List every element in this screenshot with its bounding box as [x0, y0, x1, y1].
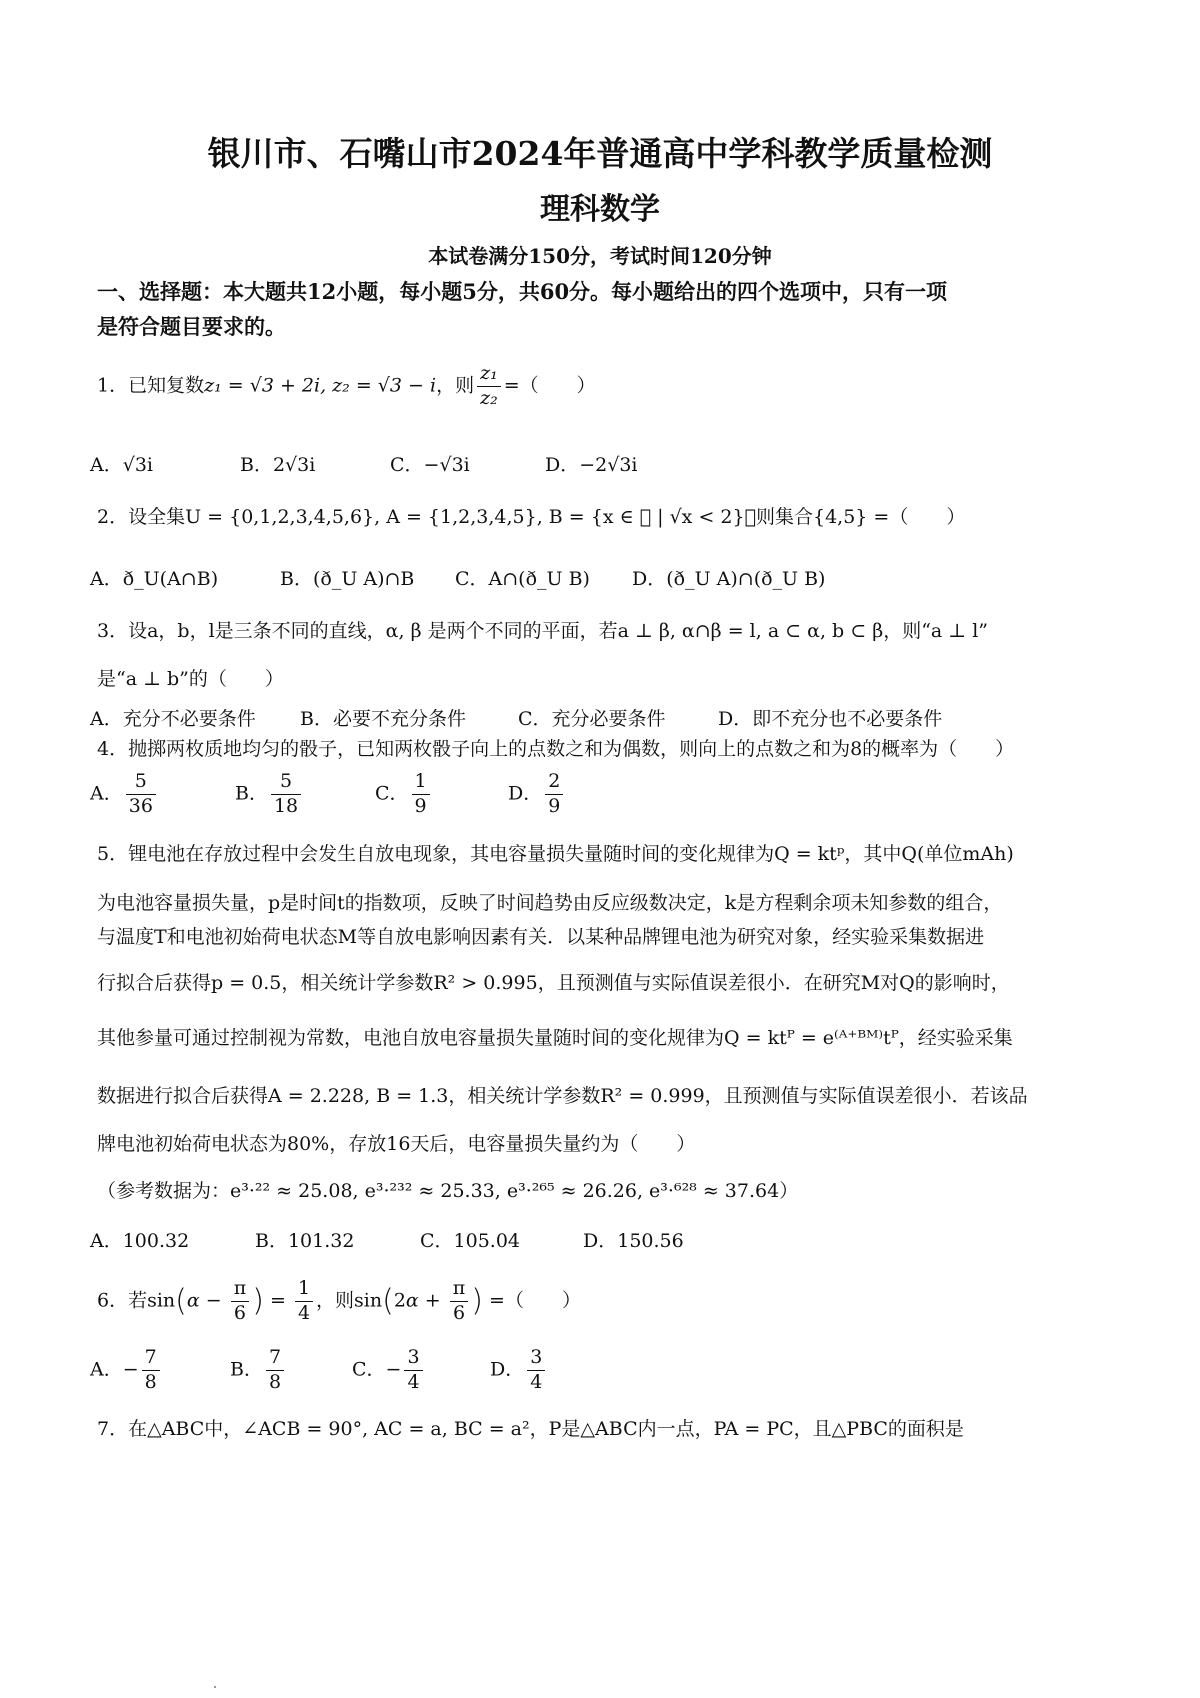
q6-option-b-fraction [266, 1346, 284, 1395]
section-heading-line2: 是符合题目要求的。 [97, 314, 286, 339]
q6-paren-close-1: ) [252, 1283, 264, 1319]
q1-frac-den: z₂ [480, 386, 498, 409]
question-3-line2: 是“a ⊥ b”的（ ） [97, 668, 284, 690]
question-5-line3: 与温度T和电池初始荷电状态M等自放电影响因素有关．以某种品牌锂电池为研究对象，经实验采集数据进 [97, 926, 985, 948]
q1-mid: ，则 [436, 374, 475, 397]
q1-expression: z₁ = √3 + 2i, z₂ = √3 − i [204, 374, 437, 397]
q6-d-num: 3 [527, 1346, 545, 1371]
q4-option-a [90, 770, 159, 819]
q4-option-b-label: B． [235, 782, 268, 805]
q6-frac-1-den: 6 [233, 1301, 247, 1324]
q2-option-b: B．(ð_U A)∩B [280, 568, 415, 590]
q4-option-d-label: D． [508, 782, 543, 805]
q1-frac-num: z₁ [477, 362, 501, 387]
q6-frac-2 [295, 1277, 313, 1326]
question-4: 4．抛掷两枚质地均匀的骰子，已知两枚骰子向上的点数之和为偶数，则向上的点数之和为8的概率为（ ） [97, 738, 1015, 760]
q6-paren-open-2: ( [382, 1283, 394, 1319]
q5-option-a: A．100.32 [90, 1230, 190, 1252]
exam-note: 本试卷满分150分，考试时间120分钟 [428, 244, 772, 268]
q3-option-c: C．充分必要条件 [518, 708, 666, 730]
q6-frac-2-num: 1 [295, 1277, 313, 1302]
q6-a-den: 8 [144, 1370, 157, 1393]
q6-option-d-label: D． [490, 1358, 525, 1381]
q6-option-a-fraction [142, 1346, 160, 1395]
q6-tail: =（ ） [489, 1289, 581, 1312]
q6-b-num: 7 [266, 1346, 284, 1371]
q6-frac-2-den: 4 [297, 1301, 311, 1324]
q6-option-d [490, 1346, 548, 1395]
q6-frac-3-num: π [450, 1277, 469, 1302]
q6-option-b [230, 1346, 287, 1395]
q3-option-d: D．即不充分也不必要条件 [718, 708, 943, 730]
q1-tail: =（ ） [503, 374, 596, 397]
q6-option-c-label: C．− [352, 1358, 402, 1381]
q4-option-b-fraction [271, 770, 301, 819]
q6-frac-1 [231, 1277, 250, 1326]
q6-option-d-fraction [527, 1346, 545, 1395]
q6-d-den: 4 [530, 1370, 543, 1393]
q4-option-d [508, 770, 566, 819]
q6-alpha-1: α [186, 1289, 200, 1312]
q4-option-d-fraction [545, 770, 563, 819]
question-5-reference: （参考数据为：e³·²² ≈ 25.08, e³·²³² ≈ 25.33, e³·²⁶⁵ ≈ 26.26, e³·⁶²⁸ ≈ 37.64） [97, 1180, 799, 1202]
q6-c-den: 4 [407, 1370, 420, 1393]
page-mark-dot [214, 1686, 216, 1688]
question-5-line2: 为电池容量损失量，p是时间t的指数项，反映了时间趋势由反应级数决定，k是方程剩余项未知参数的组合， [97, 892, 1003, 914]
q4-option-c [375, 770, 433, 819]
q6-option-a-label: A．− [90, 1358, 139, 1381]
exam-subtitle: 理科数学 [540, 192, 660, 227]
q1-option-a: A．√3i [90, 454, 153, 476]
q6-paren-open-1: ( [175, 1283, 187, 1319]
q4-option-c-label: C． [375, 782, 409, 805]
q4-option-b [235, 770, 304, 819]
question-5-line7: 牌电池初始荷电状态为80%，存放16天后，电容量损失量约为（ ） [97, 1133, 696, 1155]
q4-a-num: 5 [126, 770, 156, 795]
q6-prefix: 6．若sin [97, 1289, 176, 1312]
q2-option-c: C．A∩(ð_U B) [455, 568, 590, 590]
q4-d-den: 9 [548, 794, 561, 817]
question-5-line4: 行拟合后获得p = 0.5，相关统计学参数R² > 0.995，且预测值与实际值误差很小．在研究M对Q的影响时， [97, 972, 1010, 994]
question-5-line5: 其他参量可通过控制视为常数，电池自放电容量损失量随时间的变化规律为Q = ktᴾ = e⁽ᴬ⁺ᴮᴹ⁾tᴾ，经实验采集 [97, 1027, 1013, 1049]
section-heading-line1: 一、选择题：本大题共12小题，每小题5分，共60分。每小题给出的四个选项中，只有一项 [97, 279, 948, 304]
q6-option-a [90, 1346, 163, 1395]
q4-option-a-label: A． [90, 782, 123, 805]
q2-option-a: A．ð_U(A∩B) [90, 568, 219, 590]
q1-option-c: C．−√3i [390, 454, 470, 476]
question-7: 7．在△ABC中，∠ACB = 90°, AC = a, BC = a²，P是△ABC内一点，PA = PC，且△PBC的面积是 [97, 1418, 964, 1440]
q6-b-den: 8 [268, 1370, 282, 1393]
q6-mid: ，则sin [316, 1289, 383, 1312]
q6-option-c [352, 1346, 426, 1395]
q4-a-den: 36 [128, 794, 153, 817]
q3-option-b: B．必要不充分条件 [300, 708, 466, 730]
q5-option-b: B．101.32 [255, 1230, 355, 1252]
question-3-line1: 3．设a，b，l是三条不同的直线，α, β 是两个不同的平面，若a ⊥ β, α∩β = l, a ⊂ α, b ⊂ β，则“a ⊥ l” [97, 620, 988, 642]
question-5-line1: 5．锂电池在存放过程中会发生自放电现象，其电容量损失量随时间的变化规律为Q = ktᵖ，其中Q(单位mAh) [97, 843, 1014, 865]
q4-d-num: 2 [545, 770, 563, 795]
q6-option-c-fraction [404, 1346, 422, 1395]
q4-option-a-fraction [126, 770, 156, 819]
q1-fraction [477, 362, 501, 411]
q4-c-num: 1 [412, 770, 430, 795]
q1-option-d: D．−2√3i [545, 454, 638, 476]
question-2: 2．设全集U = {0,1,2,3,4,5,6}, A = {1,2,3,4,5}, B = {x ∈ ⃞ | √x < 2}，则集合{4,5} =（ ） [97, 506, 966, 528]
q1-prefix: 1．已知复数 [97, 374, 205, 397]
q5-option-c: C．105.04 [420, 1230, 521, 1252]
q6-alpha-2: α [405, 1289, 419, 1312]
q4-b-num: 5 [271, 770, 301, 795]
q4-option-c-fraction [412, 770, 430, 819]
question-1 [97, 362, 596, 411]
q2-option-d: D．(ð_U A)∩(ð_U B) [632, 568, 826, 590]
question-5-line6: 数据进行拟合后获得A = 2.228, B = 1.3，相关统计学参数R² = 0.999，且预测值与实际值误差很小．若该品 [97, 1085, 1028, 1107]
q6-frac-3 [450, 1277, 469, 1326]
q6-option-b-label: B． [230, 1358, 263, 1381]
q6-paren-close-2: ) [471, 1283, 483, 1319]
question-6: 6．若sin(α − $\frac{\pi}{6}$ ) = $\frac{1}{4}$ ，则sin(2α + $\frac{\pi}{6}$ ) =（ ） [97, 1277, 581, 1324]
q1-option-b: B．2√3i [240, 454, 316, 476]
q6-frac-1-num: π [231, 1277, 250, 1302]
q6-a-num: 7 [142, 1346, 160, 1371]
q5-option-d: D．150.56 [583, 1230, 684, 1252]
exam-title: 银川市、石嘴山市2024年普通高中学科教学质量检测 [207, 134, 993, 173]
q4-b-den: 18 [273, 794, 299, 817]
q6-frac-3-den: 6 [452, 1301, 466, 1324]
q4-c-den: 9 [414, 794, 427, 817]
q6-c-num: 3 [404, 1346, 422, 1371]
q3-option-a: A．充分不必要条件 [90, 708, 256, 730]
